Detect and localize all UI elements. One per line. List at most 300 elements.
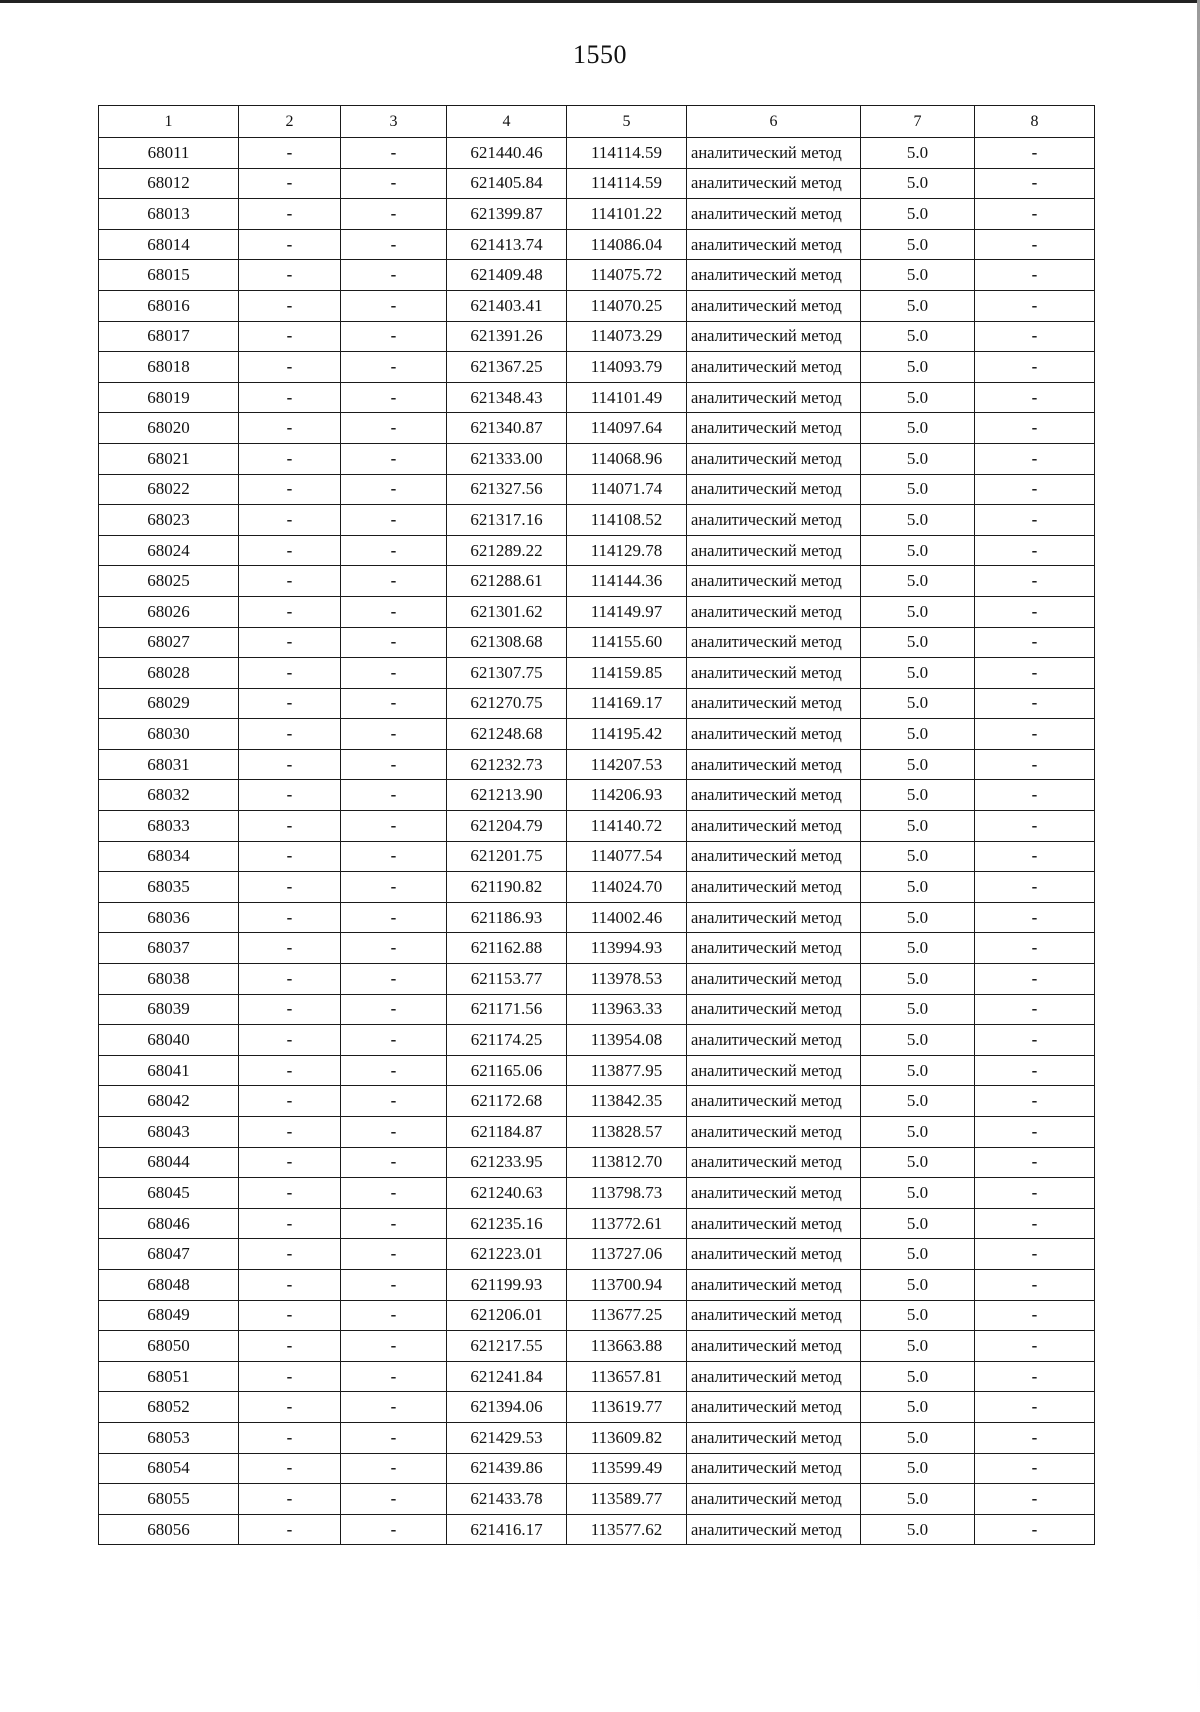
col3-value: - bbox=[341, 933, 447, 964]
point-number: 68022 bbox=[99, 474, 239, 505]
point-number: 68046 bbox=[99, 1208, 239, 1239]
method: аналитический метод bbox=[687, 1117, 861, 1148]
col3-value: - bbox=[341, 321, 447, 352]
col2-value: - bbox=[239, 1422, 341, 1453]
col2-value: - bbox=[239, 658, 341, 689]
col8-value: - bbox=[975, 1514, 1095, 1545]
accuracy: 5.0 bbox=[861, 1208, 975, 1239]
y-coordinate: 114206.93 bbox=[567, 780, 687, 811]
x-coordinate: 621223.01 bbox=[447, 1239, 567, 1270]
table-row bbox=[99, 1178, 1095, 1209]
method: аналитический метод bbox=[687, 1178, 861, 1209]
col3-value: - bbox=[341, 1331, 447, 1362]
point-number: 68035 bbox=[99, 872, 239, 903]
col2-value: - bbox=[239, 535, 341, 566]
x-coordinate: 621367.25 bbox=[447, 352, 567, 383]
y-coordinate: 113589.77 bbox=[567, 1484, 687, 1515]
col3-value: - bbox=[341, 474, 447, 505]
table-row bbox=[99, 1025, 1095, 1056]
method: аналитический метод bbox=[687, 1392, 861, 1423]
table-header-row bbox=[99, 106, 1095, 138]
method: аналитический метод bbox=[687, 964, 861, 995]
method: аналитический метод bbox=[687, 933, 861, 964]
col8-value: - bbox=[975, 321, 1095, 352]
accuracy: 5.0 bbox=[861, 841, 975, 872]
col8-value: - bbox=[975, 1392, 1095, 1423]
column-header: 2 bbox=[239, 106, 341, 138]
col2-value: - bbox=[239, 902, 341, 933]
point-number: 68052 bbox=[99, 1392, 239, 1423]
col8-value: - bbox=[975, 627, 1095, 658]
accuracy: 5.0 bbox=[861, 290, 975, 321]
x-coordinate: 621233.95 bbox=[447, 1147, 567, 1178]
col2-value: - bbox=[239, 1392, 341, 1423]
col2-value: - bbox=[239, 994, 341, 1025]
col8-value: - bbox=[975, 811, 1095, 842]
scan-edge-top bbox=[0, 0, 1200, 3]
col8-value: - bbox=[975, 260, 1095, 291]
method: аналитический метод bbox=[687, 443, 861, 474]
table-row bbox=[99, 658, 1095, 689]
point-number: 68019 bbox=[99, 382, 239, 413]
y-coordinate: 113963.33 bbox=[567, 994, 687, 1025]
point-number: 68037 bbox=[99, 933, 239, 964]
table-row bbox=[99, 841, 1095, 872]
col3-value: - bbox=[341, 1453, 447, 1484]
accuracy: 5.0 bbox=[861, 443, 975, 474]
col8-value: - bbox=[975, 596, 1095, 627]
table-row bbox=[99, 474, 1095, 505]
accuracy: 5.0 bbox=[861, 1086, 975, 1117]
accuracy: 5.0 bbox=[861, 1484, 975, 1515]
col3-value: - bbox=[341, 994, 447, 1025]
accuracy: 5.0 bbox=[861, 933, 975, 964]
col2-value: - bbox=[239, 964, 341, 995]
accuracy: 5.0 bbox=[861, 1025, 975, 1056]
table-row bbox=[99, 138, 1095, 169]
table-row bbox=[99, 719, 1095, 750]
method: аналитический метод bbox=[687, 138, 861, 169]
method: аналитический метод bbox=[687, 1514, 861, 1545]
x-coordinate: 621206.01 bbox=[447, 1300, 567, 1331]
col8-value: - bbox=[975, 1422, 1095, 1453]
col3-value: - bbox=[341, 138, 447, 169]
table-row bbox=[99, 199, 1095, 230]
point-number: 68044 bbox=[99, 1147, 239, 1178]
table-row bbox=[99, 505, 1095, 536]
point-number: 68053 bbox=[99, 1422, 239, 1453]
col3-value: - bbox=[341, 749, 447, 780]
method: аналитический метод bbox=[687, 1361, 861, 1392]
col3-value: - bbox=[341, 535, 447, 566]
method: аналитический метод bbox=[687, 1453, 861, 1484]
y-coordinate: 114114.59 bbox=[567, 168, 687, 199]
y-coordinate: 114097.64 bbox=[567, 413, 687, 444]
col2-value: - bbox=[239, 719, 341, 750]
x-coordinate: 621394.06 bbox=[447, 1392, 567, 1423]
col8-value: - bbox=[975, 1331, 1095, 1362]
point-number: 68048 bbox=[99, 1269, 239, 1300]
point-number: 68054 bbox=[99, 1453, 239, 1484]
x-coordinate: 621199.93 bbox=[447, 1269, 567, 1300]
col2-value: - bbox=[239, 1453, 341, 1484]
method: аналитический метод bbox=[687, 994, 861, 1025]
col3-value: - bbox=[341, 505, 447, 536]
accuracy: 5.0 bbox=[861, 780, 975, 811]
x-coordinate: 621307.75 bbox=[447, 658, 567, 689]
x-coordinate: 621172.68 bbox=[447, 1086, 567, 1117]
col3-value: - bbox=[341, 352, 447, 383]
method: аналитический метод bbox=[687, 749, 861, 780]
col3-value: - bbox=[341, 627, 447, 658]
y-coordinate: 114075.72 bbox=[567, 260, 687, 291]
x-coordinate: 621217.55 bbox=[447, 1331, 567, 1362]
point-number: 68034 bbox=[99, 841, 239, 872]
accuracy: 5.0 bbox=[861, 1178, 975, 1209]
col8-value: - bbox=[975, 229, 1095, 260]
col8-value: - bbox=[975, 994, 1095, 1025]
accuracy: 5.0 bbox=[861, 994, 975, 1025]
point-number: 68051 bbox=[99, 1361, 239, 1392]
method: аналитический метод bbox=[687, 841, 861, 872]
x-coordinate: 621153.77 bbox=[447, 964, 567, 995]
point-number: 68045 bbox=[99, 1178, 239, 1209]
method: аналитический метод bbox=[687, 1055, 861, 1086]
col3-value: - bbox=[341, 780, 447, 811]
table-row bbox=[99, 627, 1095, 658]
x-coordinate: 621439.86 bbox=[447, 1453, 567, 1484]
y-coordinate: 114070.25 bbox=[567, 290, 687, 321]
column-header: 7 bbox=[861, 106, 975, 138]
accuracy: 5.0 bbox=[861, 1331, 975, 1362]
y-coordinate: 114108.52 bbox=[567, 505, 687, 536]
x-coordinate: 621433.78 bbox=[447, 1484, 567, 1515]
method: аналитический метод bbox=[687, 413, 861, 444]
col8-value: - bbox=[975, 1208, 1095, 1239]
method: аналитический метод bbox=[687, 505, 861, 536]
table-row bbox=[99, 811, 1095, 842]
col8-value: - bbox=[975, 902, 1095, 933]
method: аналитический метод bbox=[687, 1422, 861, 1453]
method: аналитический метод bbox=[687, 1300, 861, 1331]
accuracy: 5.0 bbox=[861, 229, 975, 260]
accuracy: 5.0 bbox=[861, 1147, 975, 1178]
col8-value: - bbox=[975, 780, 1095, 811]
y-coordinate: 114073.29 bbox=[567, 321, 687, 352]
y-coordinate: 113828.57 bbox=[567, 1117, 687, 1148]
col2-value: - bbox=[239, 1055, 341, 1086]
col8-value: - bbox=[975, 658, 1095, 689]
table-row bbox=[99, 382, 1095, 413]
col8-value: - bbox=[975, 199, 1095, 230]
col2-value: - bbox=[239, 1300, 341, 1331]
table-row bbox=[99, 1269, 1095, 1300]
x-coordinate: 621270.75 bbox=[447, 688, 567, 719]
table-row bbox=[99, 535, 1095, 566]
col3-value: - bbox=[341, 260, 447, 291]
y-coordinate: 113798.73 bbox=[567, 1178, 687, 1209]
col2-value: - bbox=[239, 841, 341, 872]
y-coordinate: 113677.25 bbox=[567, 1300, 687, 1331]
x-coordinate: 621288.61 bbox=[447, 566, 567, 597]
accuracy: 5.0 bbox=[861, 719, 975, 750]
col3-value: - bbox=[341, 811, 447, 842]
x-coordinate: 621340.87 bbox=[447, 413, 567, 444]
table-row bbox=[99, 260, 1095, 291]
accuracy: 5.0 bbox=[861, 1239, 975, 1270]
col3-value: - bbox=[341, 382, 447, 413]
accuracy: 5.0 bbox=[861, 1300, 975, 1331]
table-row bbox=[99, 566, 1095, 597]
col3-value: - bbox=[341, 1514, 447, 1545]
col2-value: - bbox=[239, 443, 341, 474]
col2-value: - bbox=[239, 811, 341, 842]
y-coordinate: 113657.81 bbox=[567, 1361, 687, 1392]
col8-value: - bbox=[975, 1178, 1095, 1209]
accuracy: 5.0 bbox=[861, 505, 975, 536]
table-row bbox=[99, 1422, 1095, 1453]
y-coordinate: 114149.97 bbox=[567, 596, 687, 627]
col2-value: - bbox=[239, 1025, 341, 1056]
col8-value: - bbox=[975, 290, 1095, 321]
accuracy: 5.0 bbox=[861, 474, 975, 505]
table-row bbox=[99, 321, 1095, 352]
table-row bbox=[99, 1147, 1095, 1178]
table-body bbox=[99, 138, 1095, 1545]
accuracy: 5.0 bbox=[861, 902, 975, 933]
x-coordinate: 621308.68 bbox=[447, 627, 567, 658]
col3-value: - bbox=[341, 566, 447, 597]
method: аналитический метод bbox=[687, 382, 861, 413]
accuracy: 5.0 bbox=[861, 1453, 975, 1484]
method: аналитический метод bbox=[687, 627, 861, 658]
col8-value: - bbox=[975, 352, 1095, 383]
y-coordinate: 114077.54 bbox=[567, 841, 687, 872]
point-number: 68015 bbox=[99, 260, 239, 291]
point-number: 68041 bbox=[99, 1055, 239, 1086]
y-coordinate: 114155.60 bbox=[567, 627, 687, 658]
col8-value: - bbox=[975, 841, 1095, 872]
table-row bbox=[99, 1331, 1095, 1362]
point-number: 68021 bbox=[99, 443, 239, 474]
table-row bbox=[99, 1361, 1095, 1392]
accuracy: 5.0 bbox=[861, 872, 975, 903]
point-number: 68040 bbox=[99, 1025, 239, 1056]
col8-value: - bbox=[975, 535, 1095, 566]
col3-value: - bbox=[341, 168, 447, 199]
point-number: 68018 bbox=[99, 352, 239, 383]
col2-value: - bbox=[239, 474, 341, 505]
col3-value: - bbox=[341, 1086, 447, 1117]
point-number: 68049 bbox=[99, 1300, 239, 1331]
method: аналитический метод bbox=[687, 1239, 861, 1270]
col2-value: - bbox=[239, 1147, 341, 1178]
col2-value: - bbox=[239, 1514, 341, 1545]
col2-value: - bbox=[239, 1178, 341, 1209]
col2-value: - bbox=[239, 199, 341, 230]
col3-value: - bbox=[341, 290, 447, 321]
x-coordinate: 621165.06 bbox=[447, 1055, 567, 1086]
col2-value: - bbox=[239, 290, 341, 321]
col8-value: - bbox=[975, 964, 1095, 995]
point-number: 68025 bbox=[99, 566, 239, 597]
method: аналитический метод bbox=[687, 1484, 861, 1515]
point-number: 68029 bbox=[99, 688, 239, 719]
x-coordinate: 621162.88 bbox=[447, 933, 567, 964]
accuracy: 5.0 bbox=[861, 1422, 975, 1453]
x-coordinate: 621174.25 bbox=[447, 1025, 567, 1056]
col8-value: - bbox=[975, 168, 1095, 199]
col2-value: - bbox=[239, 1208, 341, 1239]
column-header: 4 bbox=[447, 106, 567, 138]
point-number: 68043 bbox=[99, 1117, 239, 1148]
col3-value: - bbox=[341, 1117, 447, 1148]
y-coordinate: 113700.94 bbox=[567, 1269, 687, 1300]
col2-value: - bbox=[239, 168, 341, 199]
table-row bbox=[99, 964, 1095, 995]
col8-value: - bbox=[975, 688, 1095, 719]
table-row bbox=[99, 1239, 1095, 1270]
point-number: 68017 bbox=[99, 321, 239, 352]
col2-value: - bbox=[239, 505, 341, 536]
col8-value: - bbox=[975, 413, 1095, 444]
accuracy: 5.0 bbox=[861, 811, 975, 842]
col2-value: - bbox=[239, 138, 341, 169]
col8-value: - bbox=[975, 505, 1095, 536]
table-row bbox=[99, 413, 1095, 444]
table-row bbox=[99, 1055, 1095, 1086]
col3-value: - bbox=[341, 1361, 447, 1392]
col3-value: - bbox=[341, 1300, 447, 1331]
col2-value: - bbox=[239, 1484, 341, 1515]
col3-value: - bbox=[341, 413, 447, 444]
col3-value: - bbox=[341, 1055, 447, 1086]
table-row bbox=[99, 872, 1095, 903]
accuracy: 5.0 bbox=[861, 596, 975, 627]
col8-value: - bbox=[975, 566, 1095, 597]
table-row bbox=[99, 443, 1095, 474]
col8-value: - bbox=[975, 1055, 1095, 1086]
col8-value: - bbox=[975, 872, 1095, 903]
col2-value: - bbox=[239, 352, 341, 383]
point-number: 68014 bbox=[99, 229, 239, 260]
col3-value: - bbox=[341, 1178, 447, 1209]
y-coordinate: 113609.82 bbox=[567, 1422, 687, 1453]
col3-value: - bbox=[341, 964, 447, 995]
col2-value: - bbox=[239, 1361, 341, 1392]
table-row bbox=[99, 933, 1095, 964]
accuracy: 5.0 bbox=[861, 535, 975, 566]
col8-value: - bbox=[975, 1361, 1095, 1392]
col2-value: - bbox=[239, 321, 341, 352]
method: аналитический метод bbox=[687, 1147, 861, 1178]
x-coordinate: 621213.90 bbox=[447, 780, 567, 811]
accuracy: 5.0 bbox=[861, 1117, 975, 1148]
col3-value: - bbox=[341, 719, 447, 750]
x-coordinate: 621403.41 bbox=[447, 290, 567, 321]
y-coordinate: 113619.77 bbox=[567, 1392, 687, 1423]
y-coordinate: 113812.70 bbox=[567, 1147, 687, 1178]
y-coordinate: 114207.53 bbox=[567, 749, 687, 780]
table-row bbox=[99, 1300, 1095, 1331]
x-coordinate: 621201.75 bbox=[447, 841, 567, 872]
method: аналитический метод bbox=[687, 321, 861, 352]
method: аналитический метод bbox=[687, 168, 861, 199]
x-coordinate: 621327.56 bbox=[447, 474, 567, 505]
accuracy: 5.0 bbox=[861, 1392, 975, 1423]
method: аналитический метод bbox=[687, 902, 861, 933]
point-number: 68023 bbox=[99, 505, 239, 536]
y-coordinate: 114002.46 bbox=[567, 902, 687, 933]
col3-value: - bbox=[341, 841, 447, 872]
method: аналитический метод bbox=[687, 290, 861, 321]
y-coordinate: 114129.78 bbox=[567, 535, 687, 566]
point-number: 68028 bbox=[99, 658, 239, 689]
point-number: 68027 bbox=[99, 627, 239, 658]
accuracy: 5.0 bbox=[861, 321, 975, 352]
col2-value: - bbox=[239, 688, 341, 719]
col2-value: - bbox=[239, 933, 341, 964]
table-row bbox=[99, 749, 1095, 780]
accuracy: 5.0 bbox=[861, 1055, 975, 1086]
x-coordinate: 621241.84 bbox=[447, 1361, 567, 1392]
column-header: 5 bbox=[567, 106, 687, 138]
accuracy: 5.0 bbox=[861, 566, 975, 597]
col2-value: - bbox=[239, 1117, 341, 1148]
col2-value: - bbox=[239, 872, 341, 903]
accuracy: 5.0 bbox=[861, 688, 975, 719]
method: аналитический метод bbox=[687, 199, 861, 230]
col3-value: - bbox=[341, 1392, 447, 1423]
table-row bbox=[99, 902, 1095, 933]
accuracy: 5.0 bbox=[861, 382, 975, 413]
col3-value: - bbox=[341, 658, 447, 689]
point-number: 68013 bbox=[99, 199, 239, 230]
method: аналитический метод bbox=[687, 811, 861, 842]
col3-value: - bbox=[341, 1484, 447, 1515]
table-row bbox=[99, 229, 1095, 260]
table-row bbox=[99, 1208, 1095, 1239]
point-number: 68016 bbox=[99, 290, 239, 321]
table-row bbox=[99, 1086, 1095, 1117]
accuracy: 5.0 bbox=[861, 413, 975, 444]
col8-value: - bbox=[975, 1086, 1095, 1117]
accuracy: 5.0 bbox=[861, 658, 975, 689]
point-number: 68026 bbox=[99, 596, 239, 627]
point-number: 68020 bbox=[99, 413, 239, 444]
col3-value: - bbox=[341, 1147, 447, 1178]
method: аналитический метод bbox=[687, 535, 861, 566]
col2-value: - bbox=[239, 627, 341, 658]
x-coordinate: 621399.87 bbox=[447, 199, 567, 230]
accuracy: 5.0 bbox=[861, 138, 975, 169]
col2-value: - bbox=[239, 229, 341, 260]
accuracy: 5.0 bbox=[861, 168, 975, 199]
y-coordinate: 114140.72 bbox=[567, 811, 687, 842]
point-number: 68024 bbox=[99, 535, 239, 566]
method: аналитический метод bbox=[687, 229, 861, 260]
x-coordinate: 621190.82 bbox=[447, 872, 567, 903]
y-coordinate: 113577.62 bbox=[567, 1514, 687, 1545]
col8-value: - bbox=[975, 1025, 1095, 1056]
point-number: 68031 bbox=[99, 749, 239, 780]
col2-value: - bbox=[239, 566, 341, 597]
table-row bbox=[99, 1453, 1095, 1484]
table-row bbox=[99, 688, 1095, 719]
x-coordinate: 621232.73 bbox=[447, 749, 567, 780]
col3-value: - bbox=[341, 872, 447, 903]
method: аналитический метод bbox=[687, 658, 861, 689]
